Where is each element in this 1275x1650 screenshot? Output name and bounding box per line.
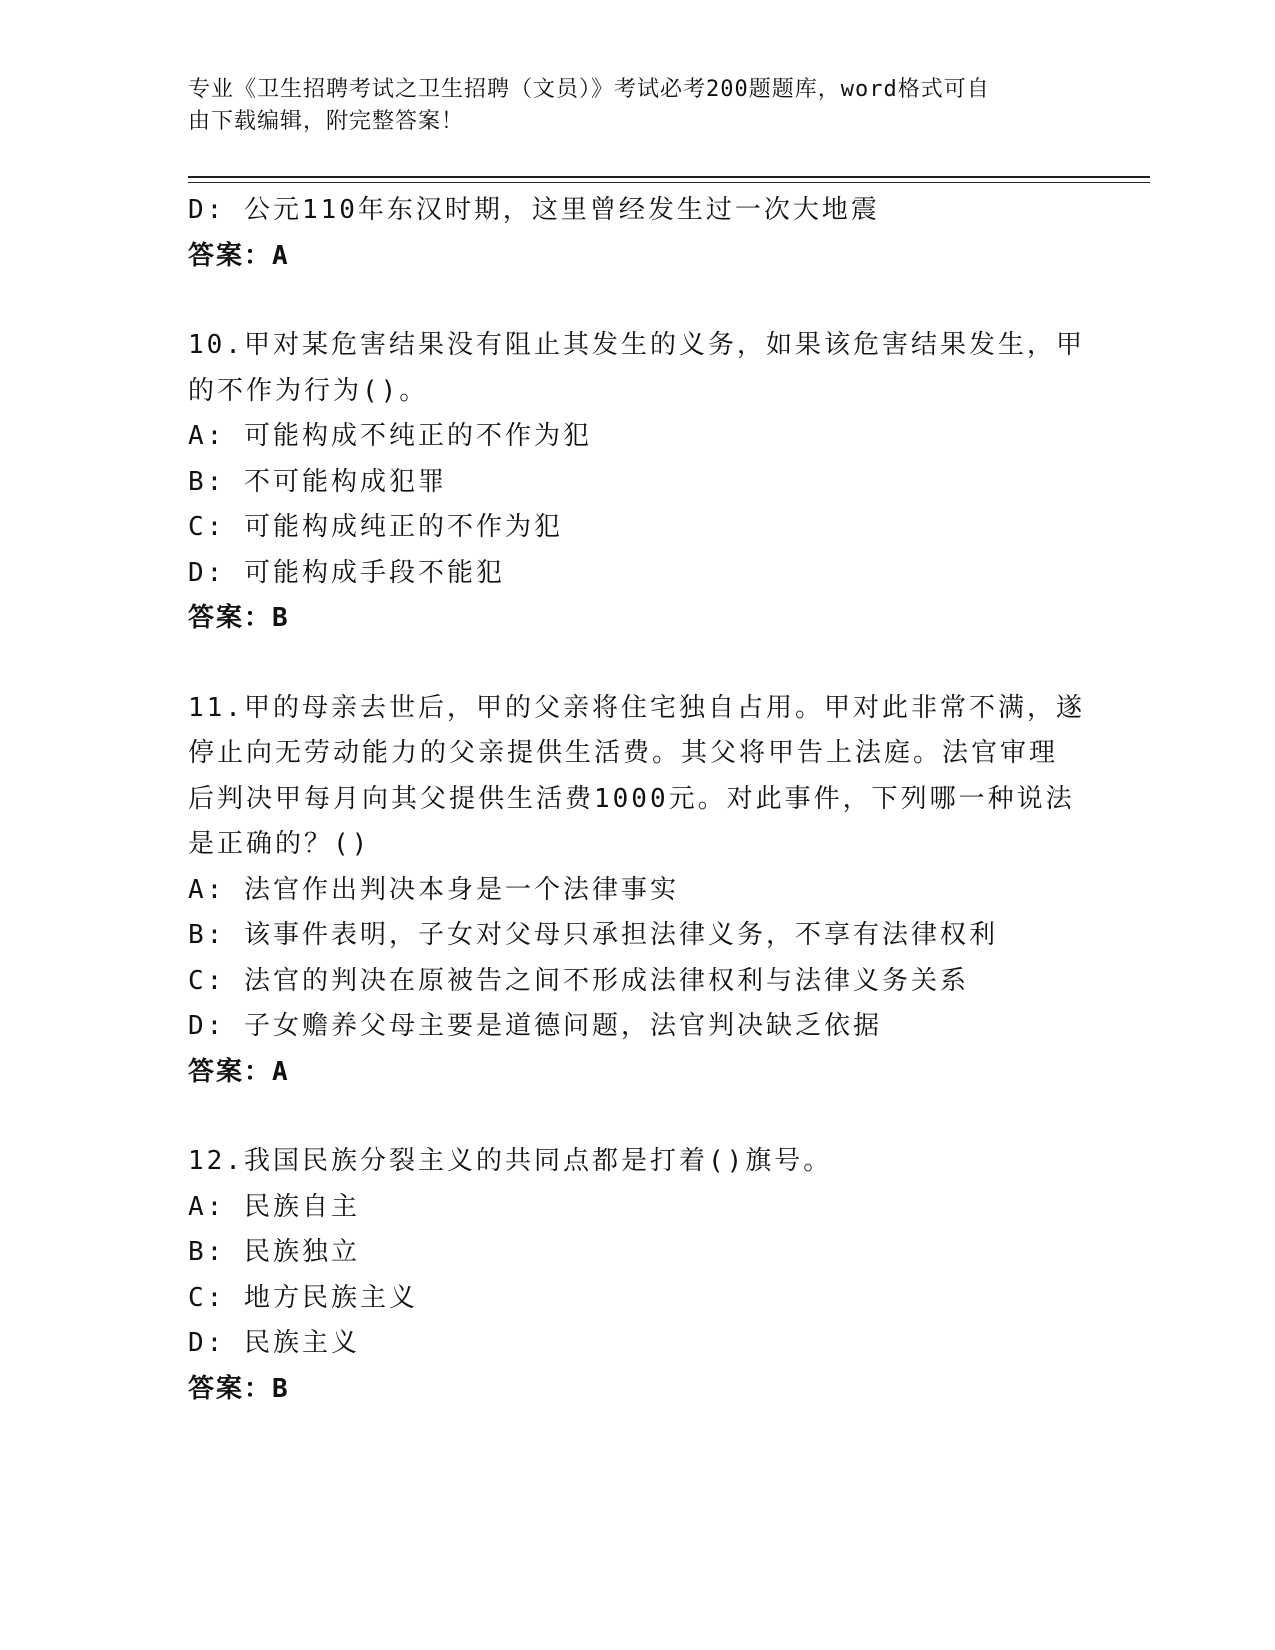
question-12 <box>188 1139 1088 1412</box>
option-d: D: 可能构成手段不能犯 <box>188 557 505 588</box>
header-divider-thin <box>188 182 1150 183</box>
answer: 答案：B <box>188 603 290 633</box>
option-c: C: 地方民族主义 <box>188 1282 418 1313</box>
question-text-line: 停止向无劳动能力的父亲提供生活费。其父将甲告上法庭。法官审理 <box>188 738 1059 768</box>
document-body <box>188 188 1088 1412</box>
option-a: A: 民族自主 <box>188 1191 360 1222</box>
header-line-1: 专业《卫生招聘考试之卫生招聘（文员）》考试必考200题题库，word格式可自 <box>188 77 990 102</box>
option-b: B: 民族独立 <box>188 1237 360 1267</box>
option-b: B: 不可能构成犯罪 <box>188 466 447 497</box>
question-10 <box>188 323 1088 642</box>
option-a: A: 可能构成不纯正的不作为犯 <box>188 421 592 451</box>
option-c: C: 可能构成纯正的不作为犯 <box>188 512 563 542</box>
question-text-line: 12.我国民族分裂主义的共同点都是打着()旗号。 <box>188 1146 833 1176</box>
question-text-line: 是正确的？() <box>188 829 371 859</box>
question-text-line: 10.甲对某危害结果没有阻止其发生的义务，如果该危害结果发生，甲 <box>188 330 1085 360</box>
question-text-line: 后判决甲每月向其父提供生活费1000元。对此事件，下列哪一种说法 <box>188 783 1075 814</box>
carryover-block <box>188 188 1088 279</box>
option-c: C: 法官的判决在原被告之间不形成法律权利与法律义务关系 <box>188 965 969 996</box>
question-11 <box>188 686 1088 1096</box>
header-divider-thick <box>188 176 1150 178</box>
option-d: D: 子女赡养父母主要是道德问题，法官判决缺乏依据 <box>188 1011 882 1041</box>
option-d: D: 公元110年东汉时期，这里曾经发生过一次大地震 <box>188 195 880 225</box>
option-b: B: 该事件表明，子女对父母只承担法律义务，不享有法律权利 <box>188 920 998 950</box>
document-header <box>188 74 1088 138</box>
header-line-2: 由下载编辑，附完整答案！ <box>188 109 465 134</box>
answer: 答案：A <box>188 1056 290 1087</box>
option-d: D: 民族主义 <box>188 1328 360 1358</box>
answer: 答案：A <box>188 240 290 271</box>
answer: 答案：B <box>188 1373 290 1404</box>
question-text-line: 11.甲的母亲去世后，甲的父亲将住宅独自占用。甲对此非常不满，遂 <box>188 692 1085 723</box>
option-a: A: 法官作出判决本身是一个法律事实 <box>188 874 679 905</box>
question-text-line: 的不作为行为()。 <box>188 375 429 406</box>
